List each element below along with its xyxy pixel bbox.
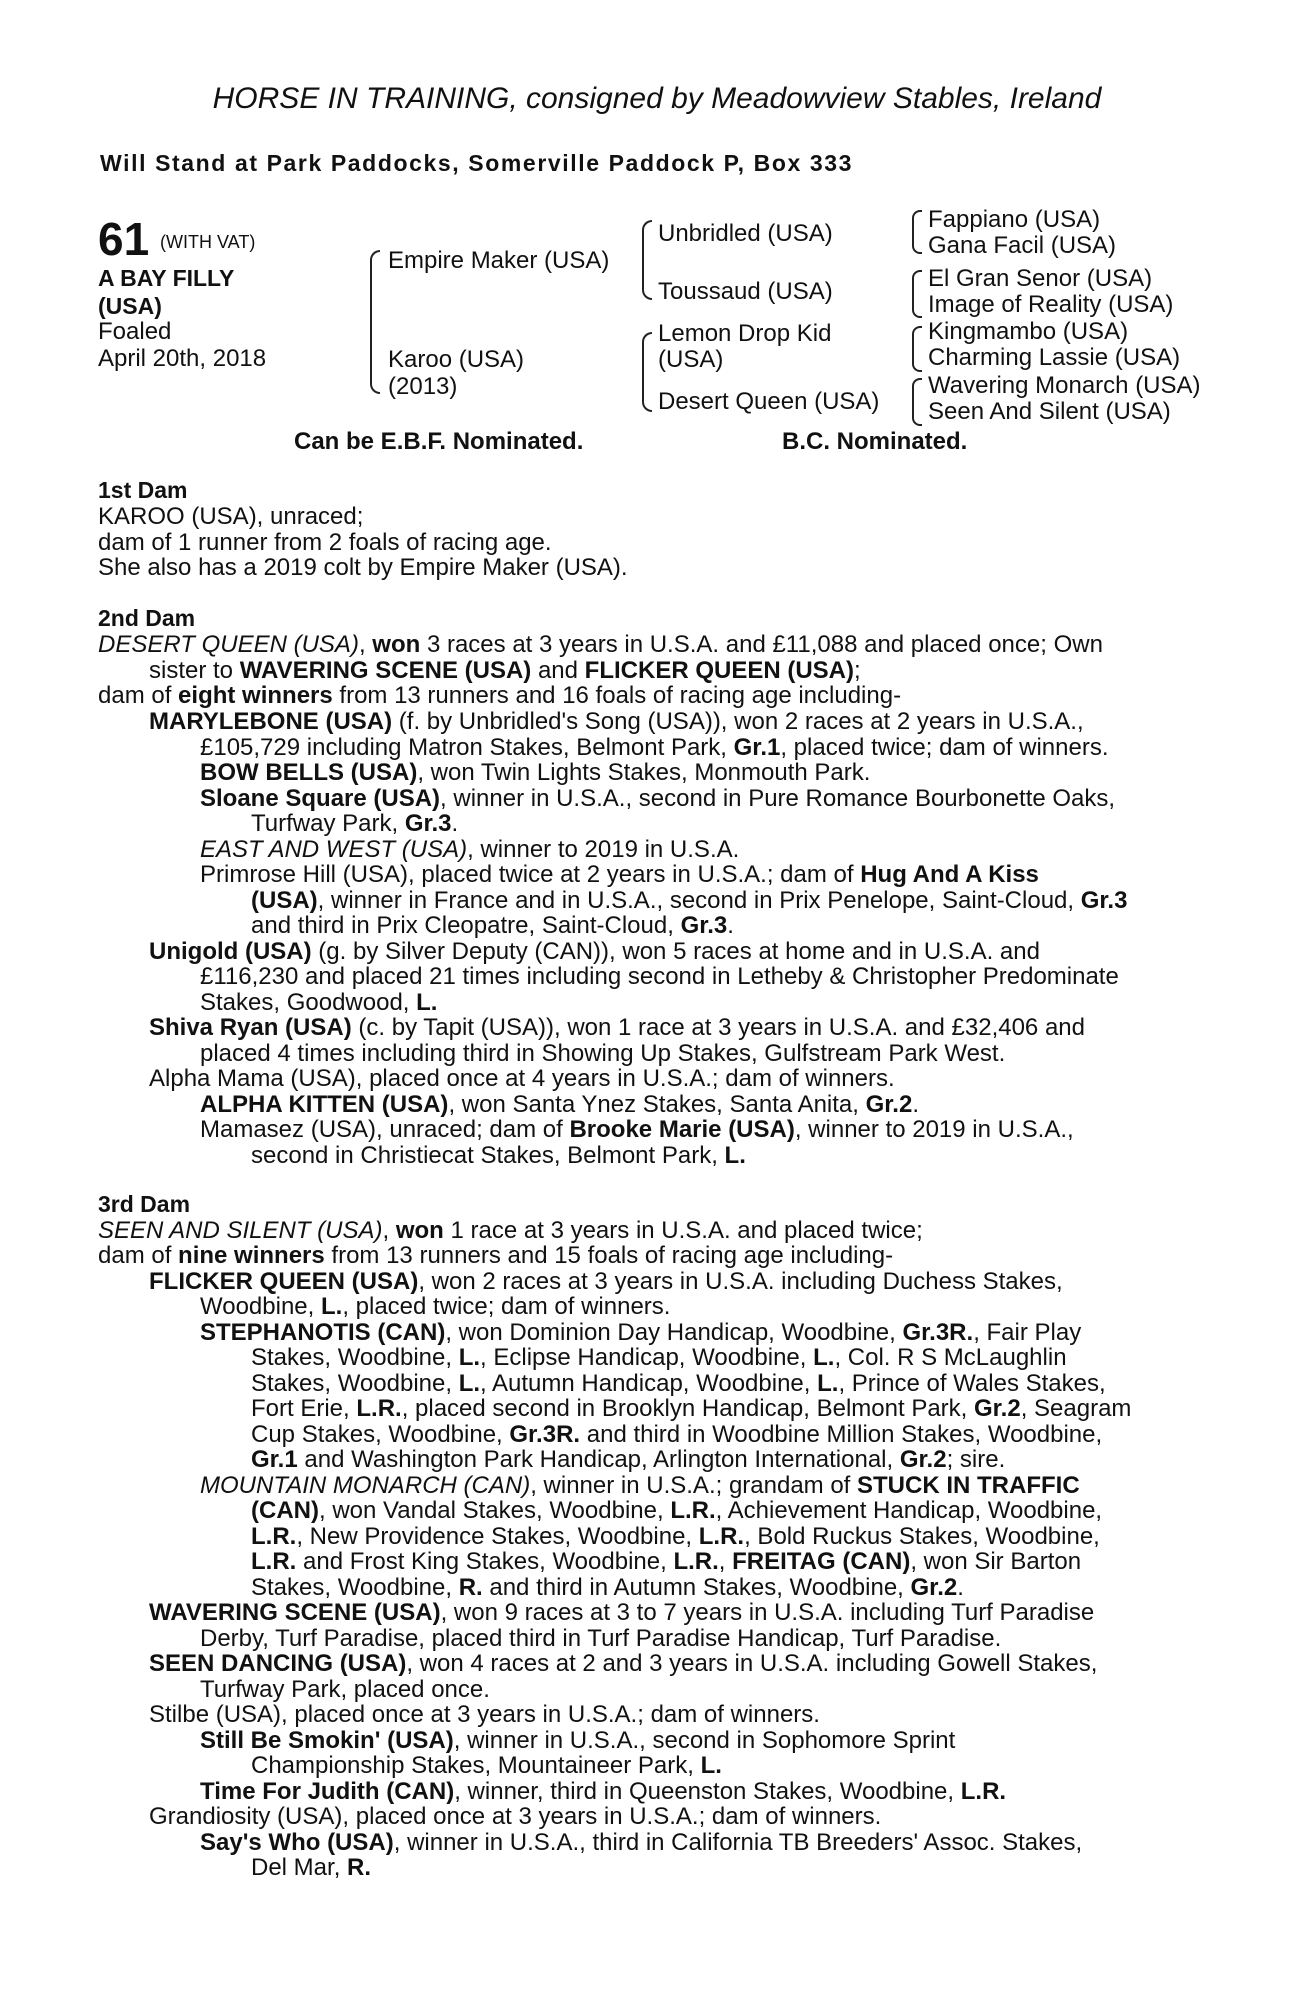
text: , winner in U.S.A., second in Sophomore Sprint	[453, 1727, 956, 1754]
dam-name-line1: Karoo (USA)	[388, 346, 525, 373]
text: (g. by Silver Deputy (CAN)), won 5 races at home and in U.S.A. and	[311, 938, 1040, 965]
text: .	[451, 810, 459, 837]
second-dam-line	[98, 632, 1103, 658]
horse-name: DESERT QUEEN (USA)	[98, 631, 359, 658]
grade: Gr.2	[865, 1091, 913, 1118]
second-dam-line	[98, 683, 901, 709]
first-dam-heading: 1st Dam	[98, 477, 188, 503]
grade: Gr.1	[733, 734, 781, 761]
horse-name: BOW BELLS (USA)	[200, 759, 418, 786]
foaled-date: April 20th, 2018	[98, 345, 267, 372]
text: Del Mar,	[251, 1854, 348, 1881]
second-dam-line	[251, 1143, 746, 1169]
second-dam-line	[149, 1015, 1085, 1041]
grade: Gr.3	[404, 810, 452, 837]
third-dam-line	[200, 1320, 1081, 1346]
second-dam-heading: 2nd Dam	[98, 605, 196, 631]
third-dam-line: Turfway Park, placed once.	[200, 1676, 490, 1703]
second-dam-line	[200, 837, 739, 863]
horse-name: MARYLEBONE (USA)	[149, 708, 393, 735]
lot-number: 61	[98, 213, 150, 265]
third-dam-line: Stilbe (USA), placed once at 3 years in U.S.A.; dam of winners.	[149, 1701, 820, 1728]
text: 3 races at 3 years in U.S.A. and £11,088 and placed once; Own	[420, 631, 1103, 658]
grade: Gr.3	[680, 912, 728, 939]
gen3-7: Wavering Monarch (USA)	[928, 372, 1201, 399]
text: , won 4 races at 2 and 3 years in U.S.A. including Gowell Stakes,	[406, 1650, 1098, 1677]
pedigree-brace-dam	[642, 332, 652, 412]
text: , placed twice; dam of winners.	[780, 734, 1109, 761]
gen3-5: Kingmambo (USA)	[928, 318, 1129, 345]
text-bold: won	[395, 1217, 444, 1244]
text: , winner in U.S.A., second in Pure Romance Bourbonette Oaks,	[440, 785, 1116, 812]
text: (f. by Unbridled's Song (USA)), won 2 races at 2 years in U.S.A.,	[392, 708, 1084, 735]
third-dam-line	[251, 1524, 1100, 1550]
text: , won 9 races at 3 to 7 years in U.S.A. including Turf Paradise	[440, 1599, 1095, 1626]
horse-name: STEPHANOTIS (CAN)	[200, 1319, 446, 1346]
text: dam of	[98, 1242, 179, 1269]
text: , Autumn Handicap, Woodbine,	[480, 1370, 818, 1397]
text: , won Vandal Stakes, Woodbine,	[318, 1497, 671, 1524]
third-dam-line	[200, 1294, 670, 1320]
text: Fort Erie,	[251, 1395, 357, 1422]
text: Primrose Hill (USA), placed twice at 2 years in U.S.A.; dam of	[200, 861, 861, 888]
horse-name: FLICKER QUEEN (USA)	[149, 1268, 419, 1295]
grade: L.R.	[673, 1548, 719, 1575]
second-dam-line	[200, 786, 1115, 812]
text: , winner, third in Queenston Stakes, Woodbine,	[454, 1778, 961, 1805]
dam-dam-name: Desert Queen (USA)	[658, 388, 880, 415]
lot-name-line2: (USA)	[98, 293, 162, 319]
text: Stakes, Woodbine,	[251, 1370, 459, 1397]
grade: Gr.3R.	[902, 1319, 974, 1346]
text: , Seagram	[1020, 1395, 1132, 1422]
pedigree-brace-g4	[912, 378, 922, 426]
text-bold: eight winners	[178, 682, 333, 709]
third-dam-line	[251, 1498, 1102, 1524]
text: , placed twice; dam of winners.	[342, 1293, 671, 1320]
horse-name: Say's Who (USA)	[200, 1829, 394, 1856]
text: , winner to 2019 in U.S.A.,	[794, 1116, 1074, 1143]
grade: L.R.	[698, 1523, 745, 1550]
second-dam-line	[149, 939, 1040, 965]
text: second in Christiecat Stakes, Belmont Park,	[251, 1142, 725, 1169]
vat-note: (WITH VAT)	[160, 232, 256, 252]
text: , New Providence Stakes, Woodbine,	[296, 1523, 699, 1550]
dam-sire-name-line1: Lemon Drop Kid	[658, 320, 832, 347]
horse-name: MOUNTAIN MONARCH (CAN)	[200, 1472, 531, 1499]
third-dam-line	[251, 1371, 1106, 1397]
gen3-8: Seen And Silent (USA)	[928, 398, 1171, 425]
text: , Prince of Wales Stakes,	[838, 1370, 1106, 1397]
grade: L.R.	[356, 1395, 402, 1422]
text: Cup Stakes, Woodbine,	[251, 1421, 510, 1448]
horse-name: WAVERING SCENE (USA)	[149, 1599, 441, 1626]
text: ,	[718, 1548, 733, 1575]
horse-name: EAST AND WEST (USA)	[200, 836, 468, 863]
horse-name: ALPHA KITTEN (USA)	[200, 1091, 449, 1118]
text: Stakes, Goodwood,	[200, 989, 417, 1016]
third-dam-line	[251, 1422, 1102, 1448]
second-dam-line	[200, 1092, 919, 1118]
third-dam-line	[98, 1218, 923, 1244]
horse-name: (USA)	[251, 887, 318, 914]
first-dam-line: She also has a 2019 colt by Empire Maker (USA).	[98, 554, 628, 581]
grade: L.	[416, 989, 438, 1016]
sire-sire-name: Unbridled (USA)	[658, 220, 833, 247]
text: ; sire.	[946, 1446, 1006, 1473]
second-dam-line	[200, 735, 1109, 761]
pedigree-brace-g2	[912, 270, 922, 318]
ebf-nomination: Can be E.B.F. Nominated.	[294, 428, 584, 455]
second-dam-line	[149, 709, 1084, 735]
horse-name: Unigold (USA)	[149, 938, 312, 965]
text: and third in Prix Cleopatre, Saint-Cloud,	[251, 912, 681, 939]
text: .	[957, 1574, 964, 1601]
third-dam-line	[200, 1473, 1080, 1499]
third-dam-line	[149, 1269, 1063, 1295]
text: 1 race at 3 years in U.S.A. and placed twice;	[443, 1217, 923, 1244]
text: , won Dominion Day Handicap, Woodbine,	[445, 1319, 903, 1346]
horse-name: (CAN)	[251, 1497, 319, 1524]
text: , winner in U.S.A., third in California TB Breeders' Assoc. Stakes,	[393, 1829, 1083, 1856]
text: , winner to 2019 in U.S.A.	[467, 836, 740, 863]
lot-name-line1: A BAY FILLY	[98, 265, 235, 291]
text: and	[531, 657, 585, 684]
third-dam-line	[251, 1447, 1005, 1473]
text: , Bold Ruckus Stakes, Woodbine,	[744, 1523, 1100, 1550]
second-dam-line	[200, 862, 1039, 888]
text: , won Sir Barton	[910, 1548, 1082, 1575]
page-title: HORSE IN TRAINING, consigned by Meadowview Stables, Ireland	[212, 82, 1102, 115]
text: ,	[382, 1217, 396, 1244]
horse-name: FLICKER QUEEN (USA)	[584, 657, 855, 684]
second-dam-line: Alpha Mama (USA), placed once at 4 years in U.S.A.; dam of winners.	[149, 1065, 895, 1092]
grade: Gr.1	[251, 1446, 298, 1473]
text: Stakes, Woodbine,	[251, 1344, 459, 1371]
grade: L.	[817, 1370, 839, 1397]
text: , Achievement Handicap, Woodbine,	[715, 1497, 1103, 1524]
text: .	[912, 1091, 919, 1118]
text: £105,729 including Matron Stakes, Belmont Park,	[200, 734, 734, 761]
text: and third in Woodbine Million Stakes, Woodbine,	[580, 1421, 1103, 1448]
second-dam-line	[200, 760, 870, 786]
second-dam-line	[251, 888, 1127, 914]
third-dam-line	[149, 1600, 1094, 1626]
text: , winner in France and in U.S.A., second in Prix Penelope, Saint-Cloud,	[317, 887, 1081, 914]
grade: L.	[320, 1293, 343, 1320]
grade: Gr.2	[910, 1574, 958, 1601]
gen3-6: Charming Lassie (USA)	[928, 344, 1181, 371]
text: from 13 runners and 16 foals of racing age including-	[332, 682, 902, 709]
text: Turfway Park,	[251, 810, 405, 837]
horse-name: SEEN AND SILENT (USA)	[98, 1217, 383, 1244]
grade: Gr.3	[1080, 887, 1128, 914]
gen3-1: Fappiano (USA)	[928, 206, 1101, 233]
grade: Gr.3R.	[509, 1421, 581, 1448]
third-dam-line	[149, 1651, 1097, 1677]
text: dam of	[98, 682, 179, 709]
horse-name: Brooke Marie (USA)	[569, 1116, 795, 1143]
third-dam-line	[200, 1728, 955, 1754]
second-dam-line: £116,230 and placed 21 times including second in Letheby & Christopher Predominate	[200, 963, 1119, 990]
grade: L.R.	[670, 1497, 716, 1524]
text: from 13 runners and 15 foals of racing age including-	[324, 1242, 894, 1269]
bc-nomination: B.C. Nominated.	[782, 428, 968, 455]
third-dam-line	[251, 1575, 964, 1601]
text: , Eclipse Handicap, Woodbine,	[480, 1344, 814, 1371]
grade: L.	[700, 1752, 722, 1779]
third-dam-line	[98, 1243, 893, 1269]
grade: L.	[458, 1370, 481, 1397]
third-dam-line	[251, 1549, 1081, 1575]
text: Woodbine,	[200, 1293, 321, 1320]
grade: Gr.2	[974, 1395, 1021, 1422]
horse-name: STUCK IN TRAFFIC	[857, 1472, 1080, 1499]
text: , Fair Play	[973, 1319, 1082, 1346]
grade: R.	[458, 1574, 483, 1601]
text: ;	[854, 657, 861, 684]
text: Mamasez (USA), unraced; dam of	[200, 1116, 570, 1143]
third-dam-line	[200, 1779, 1006, 1805]
text: , won Santa Ynez Stakes, Santa Anita,	[448, 1091, 866, 1118]
second-dam-line	[200, 1117, 1074, 1143]
text: Championship Stakes, Mountaineer Park,	[251, 1752, 701, 1779]
first-dam-line: dam of 1 runner from 2 foals of racing age.	[98, 529, 552, 556]
horse-name: FREITAG (CAN)	[732, 1548, 911, 1575]
third-dam-line	[251, 1753, 722, 1779]
pedigree-brace-g1	[912, 210, 922, 254]
grade: L.	[813, 1344, 835, 1371]
grade: L.	[724, 1142, 746, 1169]
text: and third in Autumn Stakes, Woodbine,	[482, 1574, 911, 1601]
grade: L.R.	[251, 1523, 297, 1550]
text: , won Twin Lights Stakes, Monmouth Park.	[417, 759, 871, 786]
second-dam-line	[251, 913, 734, 939]
sire-dam-name: Toussaud (USA)	[658, 278, 833, 305]
third-dam-line	[251, 1345, 1067, 1371]
text: Stakes, Woodbine,	[251, 1574, 459, 1601]
third-dam-line	[251, 1855, 371, 1881]
text: , Col. R S McLaughlin	[834, 1344, 1067, 1371]
second-dam-line	[200, 990, 437, 1016]
text: and Frost King Stakes, Woodbine,	[296, 1548, 674, 1575]
gen3-3: El Gran Senor (USA)	[928, 265, 1153, 292]
grade: Gr.2	[899, 1446, 947, 1473]
text: .	[727, 912, 734, 939]
text: , placed second in Brooklyn Handicap, Belmont Park,	[401, 1395, 974, 1422]
grade: R.	[347, 1854, 372, 1881]
third-dam-line: Grandiosity (USA), placed once at 3 years in U.S.A.; dam of winners.	[149, 1803, 882, 1830]
text: , winner in U.S.A.; grandam of	[530, 1472, 858, 1499]
third-dam-line	[251, 1396, 1131, 1422]
horse-name: Hug And A Kiss	[860, 861, 1039, 888]
third-dam-heading: 3rd Dam	[98, 1191, 191, 1217]
text-bold: won	[372, 631, 421, 658]
grade: L.R.	[251, 1548, 297, 1575]
text-bold: nine winners	[178, 1242, 325, 1269]
text: and Washington Park Handicap, Arlington International,	[297, 1446, 900, 1473]
dam-sire-name-line2: (USA)	[658, 346, 724, 373]
horse-name: SEEN DANCING (USA)	[149, 1650, 407, 1677]
text: , won 2 races at 3 years in U.S.A. including Duchess Stakes,	[418, 1268, 1063, 1295]
horse-name: Shiva Ryan (USA)	[149, 1014, 352, 1041]
horse-name: Still Be Smokin' (USA)	[200, 1727, 454, 1754]
gen3-2: Gana Facil (USA)	[928, 232, 1117, 259]
second-dam-line	[149, 658, 861, 684]
text: (c. by Tapit (USA)), won 1 race at 3 years in U.S.A. and £32,406 and	[351, 1014, 1085, 1041]
gen3-4: Image of Reality (USA)	[928, 291, 1174, 318]
foaled-label: Foaled	[98, 318, 172, 345]
grade: L.R.	[960, 1778, 1007, 1805]
pedigree-brace-sire	[642, 220, 652, 300]
pedigree-brace-g3	[912, 326, 922, 372]
text: sister to	[149, 657, 240, 684]
horse-name: Time For Judith (CAN)	[200, 1778, 455, 1805]
second-dam-line: placed 4 times including third in Showing Up Stakes, Gulfstream Park West.	[200, 1040, 1006, 1067]
first-dam-line: KAROO (USA), unraced;	[98, 503, 364, 530]
text: ,	[358, 631, 373, 658]
second-dam-line	[251, 811, 458, 837]
grade: L.	[458, 1344, 481, 1371]
dam-name-line2: (2013)	[388, 373, 458, 400]
third-dam-line	[200, 1830, 1082, 1856]
sire-name: Empire Maker (USA)	[388, 247, 610, 274]
horse-name: WAVERING SCENE (USA)	[239, 657, 532, 684]
horse-name: Sloane Square (USA)	[200, 785, 441, 812]
pedigree-brace-main	[370, 250, 380, 394]
third-dam-line: Derby, Turf Paradise, placed third in Turf Paradise Handicap, Turf Paradise.	[200, 1625, 1002, 1652]
stand-location: Will Stand at Park Paddocks, Somerville Paddock P, Box 333	[100, 150, 854, 176]
